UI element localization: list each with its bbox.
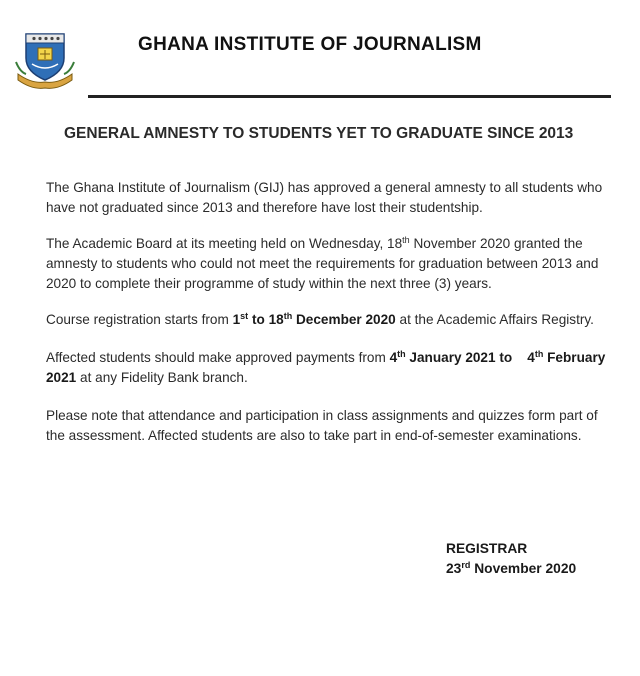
registration-start-ordinal: st [240,311,249,321]
payment-start-ordinal: th [397,349,406,359]
payments-text-start: Affected students should make approved payments from [46,350,390,365]
signature-date [446,559,576,579]
paragraph-assessment: Please note that attendance and participation in class assignments and quizzes form part of the assessment. Affected students are also to take part in end-of-semester examinations. [46,408,598,443]
header-divider [88,95,611,98]
board-text-start: The Academic Board at its meeting held on Wednesday, 18 [46,236,403,251]
registration-start-day: 1 [232,312,241,327]
gij-crest-icon [12,28,78,90]
paragraph-academic-board [46,234,620,294]
paragraph-payments [46,348,620,388]
payments-text-end: at any Fidelity Bank branch. [76,370,248,385]
payment-start-rest: January 2021 to 4 [405,350,535,365]
signature-date-rest: November 2020 [470,561,577,576]
registration-end-month: December 2020 [292,312,396,327]
signature-date-ordinal: rd [461,560,471,570]
paragraph-approval: The Ghana Institute of Journalism (GIJ) has approved a general amnesty to all students who have not graduated since 2013 and therefore have lost their studentship. [46,180,603,215]
registration-dates [233,312,396,327]
signatory-role: REGISTRAR [446,541,528,556]
payment-end-ordinal: th [534,349,544,359]
notice-body [46,178,620,462]
institution-name: GHANA INSTITUTE OF JOURNALISM [138,34,482,55]
signature-block [446,539,576,579]
paragraph-registration [46,310,620,330]
payment-end-rest: February 2021 [46,350,606,385]
registration-text-start: Course registration starts from [46,312,233,327]
registration-text-end: at the Academic Affairs Registry. [395,312,594,327]
signature-date-day: 23 [446,561,462,576]
notice-title: GENERAL AMNESTY TO STUDENTS YET TO GRADUATE SINCE 2013 [64,125,574,142]
registration-end-day: to 18 [248,312,284,327]
payment-start-day: 4 [389,350,398,365]
board-text-end: November 2020 granted the amnesty to students who could not meet the requirements for graduation between 2013 and 2020 to complete their programme of study within the next three (3) years. [46,236,599,291]
board-date-ordinal: th [402,235,410,245]
registration-end-ordinal: th [283,311,293,321]
